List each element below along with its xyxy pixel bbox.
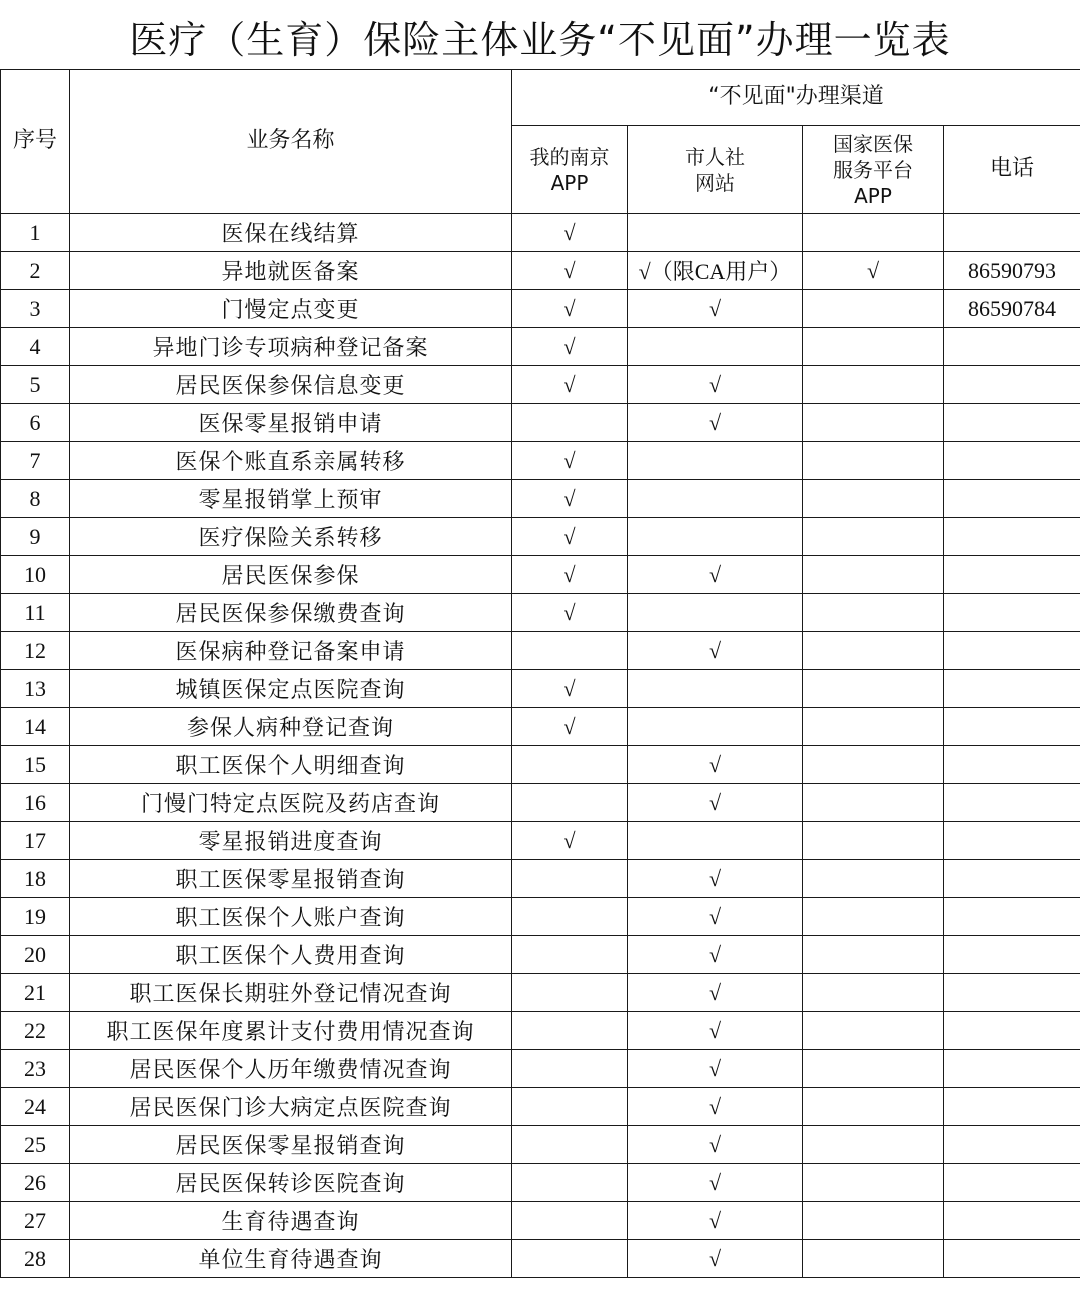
header-channel-app [512,126,628,214]
phone-number [944,1202,1080,1240]
row-number: 14 [1,708,70,746]
business-name: 异地就医备案 [70,252,512,290]
business-name: 城镇医保定点医院查询 [70,670,512,708]
table-header [1,70,1080,214]
phone-number [944,860,1080,898]
table-row [1,480,1080,518]
channel-website-mark [628,480,803,518]
channel-app-mark [512,632,628,670]
phone-number [944,328,1080,366]
phone-number [944,1050,1080,1088]
document-title: 医疗（生育）保险主体业务“不见面”办理一览表 [129,17,951,62]
business-name: 单位生育待遇查询 [70,1240,512,1278]
channel-national-mark [803,784,944,822]
channel-website-mark: √ [628,1202,803,1240]
row-number: 15 [1,746,70,784]
row-number: 19 [1,898,70,936]
channel-national-mark [803,708,944,746]
phone-number [944,594,1080,632]
service-table [0,69,1080,1278]
channel-app-mark: √ [512,214,628,252]
channel-national-mark: √ [803,252,944,290]
channel-app-mark [512,746,628,784]
business-name: 职工医保零星报销查询 [70,860,512,898]
phone-number [944,784,1080,822]
phone-number [944,1088,1080,1126]
channel-national-mark [803,1050,944,1088]
row-number: 22 [1,1012,70,1050]
table-row [1,594,1080,632]
table-row [1,1088,1080,1126]
row-number: 17 [1,822,70,860]
table-row [1,1126,1080,1164]
channel-app-mark [512,1164,628,1202]
channel-website-mark [628,328,803,366]
channel-website-mark: √ [628,860,803,898]
channel-national-mark [803,1164,944,1202]
business-name: 职工医保个人费用查询 [70,936,512,974]
business-name: 职工医保长期驻外登记情况查询 [70,974,512,1012]
header-channel-national-line3: APP [854,183,892,208]
table-row [1,252,1080,290]
table-row [1,442,1080,480]
business-name: 异地门诊专项病种登记备案 [70,328,512,366]
channel-website-mark: √ [628,974,803,1012]
channel-app-mark [512,1050,628,1088]
header-name: 业务名称 [70,70,512,214]
channel-website-mark [628,822,803,860]
channel-national-mark [803,974,944,1012]
channel-national-mark [803,404,944,442]
channel-national-mark [803,366,944,404]
channel-app-mark [512,860,628,898]
table-row [1,898,1080,936]
channel-website-mark [628,708,803,746]
phone-number [944,556,1080,594]
business-name: 门慢定点变更 [70,290,512,328]
business-name: 生育待遇查询 [70,1202,512,1240]
channel-national-mark [803,214,944,252]
business-name: 居民医保转诊医院查询 [70,1164,512,1202]
channel-app-mark [512,1088,628,1126]
channel-app-mark: √ [512,252,628,290]
header-seq: 序号 [1,70,70,214]
row-number: 10 [1,556,70,594]
table-row [1,822,1080,860]
phone-number [944,214,1080,252]
channel-app-mark: √ [512,556,628,594]
row-number: 1 [1,214,70,252]
phone-number [944,1164,1080,1202]
table-row [1,708,1080,746]
header-channel-website [628,126,803,214]
row-number: 28 [1,1240,70,1278]
channel-app-mark [512,784,628,822]
row-number: 11 [1,594,70,632]
header-channel-website-line2: 网站 [695,170,735,195]
channel-website-mark: √ [628,1240,803,1278]
channel-app-mark: √ [512,708,628,746]
table-body [1,214,1080,1278]
table-row [1,214,1080,252]
phone-number [944,404,1080,442]
channel-website-mark [628,518,803,556]
row-number: 26 [1,1164,70,1202]
channel-website-mark: √ [628,1012,803,1050]
channel-national-mark [803,1088,944,1126]
phone-number [944,518,1080,556]
channel-website-mark: √ [628,1164,803,1202]
row-number: 6 [1,404,70,442]
channel-website-mark [628,670,803,708]
channel-national-mark [803,556,944,594]
phone-number [944,936,1080,974]
business-name: 医保病种登记备案申请 [70,632,512,670]
channel-national-mark [803,670,944,708]
row-number: 21 [1,974,70,1012]
table-row [1,936,1080,974]
channel-national-mark [803,518,944,556]
row-number: 27 [1,1202,70,1240]
channel-national-mark [803,594,944,632]
channel-website-mark: √ [628,1050,803,1088]
phone-number [944,974,1080,1012]
header-channel-phone: 电话 [944,126,1080,214]
channel-app-mark: √ [512,442,628,480]
table-row [1,746,1080,784]
table-row [1,518,1080,556]
channel-national-mark [803,1012,944,1050]
row-number: 12 [1,632,70,670]
channel-website-mark [628,594,803,632]
business-name: 医疗保险关系转移 [70,518,512,556]
business-name: 零星报销进度查询 [70,822,512,860]
phone-number [944,366,1080,404]
channel-app-mark [512,1012,628,1050]
channel-national-mark [803,290,944,328]
business-name: 职工医保个人账户查询 [70,898,512,936]
channel-app-mark: √ [512,518,628,556]
channel-app-mark: √ [512,480,628,518]
table-row [1,366,1080,404]
business-name: 参保人病种登记查询 [70,708,512,746]
business-name: 医保在线结算 [70,214,512,252]
table-row [1,290,1080,328]
row-number: 24 [1,1088,70,1126]
header-channel-app-line1: 我的南京 [529,144,610,169]
table-row [1,860,1080,898]
channel-national-mark [803,328,944,366]
channel-national-mark [803,632,944,670]
channel-website-mark [628,214,803,252]
header-channel-national-line2: 服务平台 [833,157,913,182]
channel-website-mark: √ [628,366,803,404]
row-number: 18 [1,860,70,898]
channel-app-mark: √ [512,670,628,708]
phone-number: 86590793 [944,252,1080,290]
row-number: 20 [1,936,70,974]
table-row [1,328,1080,366]
business-name: 居民医保参保 [70,556,512,594]
channel-national-mark [803,480,944,518]
phone-number [944,632,1080,670]
channel-app-mark [512,974,628,1012]
business-name: 居民医保门诊大病定点医院查询 [70,1088,512,1126]
business-name: 职工医保个人明细查询 [70,746,512,784]
business-name: 职工医保年度累计支付费用情况查询 [70,1012,512,1050]
channel-app-mark: √ [512,366,628,404]
header-channel-group: “不见面"办理渠道 [512,70,1080,126]
table-row [1,1240,1080,1278]
header-channel-national [803,126,944,214]
table-row [1,556,1080,594]
table-row [1,1012,1080,1050]
channel-app-mark [512,898,628,936]
channel-website-mark: √ [628,898,803,936]
row-number: 4 [1,328,70,366]
phone-number [944,746,1080,784]
channel-website-mark: √ [628,1088,803,1126]
channel-national-mark [803,1202,944,1240]
channel-website-mark [628,442,803,480]
channel-app-mark [512,1202,628,1240]
header-channel-website-line1: 市人社 [685,144,745,169]
channel-national-mark [803,936,944,974]
phone-number [944,670,1080,708]
table-row [1,404,1080,442]
channel-app-mark: √ [512,822,628,860]
row-number: 3 [1,290,70,328]
channel-website-mark: √ [628,404,803,442]
channel-national-mark [803,860,944,898]
channel-website-mark: √ [628,746,803,784]
phone-number [944,442,1080,480]
channel-app-mark [512,1126,628,1164]
business-name: 居民医保参保信息变更 [70,366,512,404]
table-row [1,670,1080,708]
business-name: 居民医保个人历年缴费情况查询 [70,1050,512,1088]
row-number: 23 [1,1050,70,1088]
channel-app-mark [512,1240,628,1278]
channel-app-mark [512,404,628,442]
channel-website-mark: √ [628,936,803,974]
channel-national-mark [803,1240,944,1278]
table-row [1,784,1080,822]
row-number: 5 [1,366,70,404]
table-row [1,1050,1080,1088]
header-channel-app-line2: APP [550,170,589,195]
phone-number [944,822,1080,860]
table-row [1,632,1080,670]
table-row [1,974,1080,1012]
phone-number [944,898,1080,936]
row-number: 16 [1,784,70,822]
business-name: 门慢门特定点医院及药店查询 [70,784,512,822]
channel-national-mark [803,822,944,860]
channel-website-mark: √ [628,556,803,594]
channel-website-mark: √（限CA用户） [628,252,803,290]
phone-number [944,708,1080,746]
channel-website-mark: √ [628,1126,803,1164]
row-number: 8 [1,480,70,518]
channel-website-mark: √ [628,784,803,822]
channel-app-mark: √ [512,290,628,328]
business-name: 医保个账直系亲属转移 [70,442,512,480]
table-row [1,1164,1080,1202]
phone-number [944,1126,1080,1164]
row-number: 13 [1,670,70,708]
business-name: 居民医保零星报销查询 [70,1126,512,1164]
channel-app-mark: √ [512,594,628,632]
phone-number [944,1240,1080,1278]
phone-number [944,480,1080,518]
table-row [1,1202,1080,1240]
phone-number: 86590784 [944,290,1080,328]
header-channel-national-line1: 国家医保 [833,131,913,156]
row-number: 2 [1,252,70,290]
channel-national-mark [803,746,944,784]
channel-national-mark [803,898,944,936]
channel-national-mark [803,442,944,480]
business-name: 居民医保参保缴费查询 [70,594,512,632]
phone-number [944,1012,1080,1050]
business-name: 零星报销掌上预审 [70,480,512,518]
row-number: 9 [1,518,70,556]
channel-app-mark [512,936,628,974]
row-number: 7 [1,442,70,480]
channel-app-mark: √ [512,328,628,366]
channel-national-mark [803,1126,944,1164]
business-name: 医保零星报销申请 [70,404,512,442]
channel-website-mark: √ [628,290,803,328]
channel-website-mark: √ [628,632,803,670]
row-number: 25 [1,1126,70,1164]
